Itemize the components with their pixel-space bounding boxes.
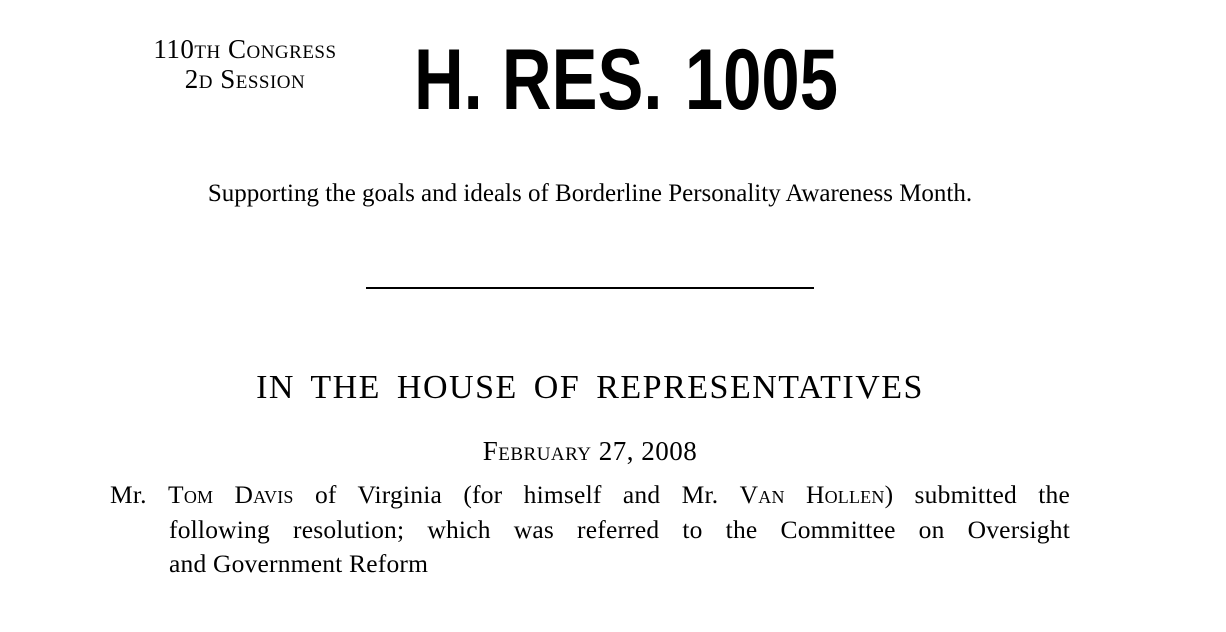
congress-number: 110th Congress bbox=[153, 34, 337, 64]
resolution-title: Supporting the goals and ideals of Borderline Personality Awareness Month. bbox=[207, 180, 973, 207]
bill-prefix: H. RES. bbox=[414, 32, 663, 128]
title-divider bbox=[366, 287, 814, 289]
cosponsor-name: Van Hollen bbox=[739, 480, 885, 509]
sponsor-name: Tom Davis bbox=[168, 480, 294, 509]
bill-number: 1005 bbox=[684, 32, 838, 128]
action-statement bbox=[110, 478, 1070, 582]
congress-session-block bbox=[104, 34, 386, 94]
bill-designation bbox=[414, 30, 838, 130]
action-line-1-tail: ) submitted the bbox=[884, 480, 1071, 509]
sponsor-detail: of Virginia (for himself and Mr. bbox=[314, 480, 719, 509]
chamber-heading: IN THE HOUSE OF REPRESENTATIVES bbox=[256, 369, 924, 406]
action-date: February 27, 2008 bbox=[482, 436, 698, 466]
sponsor-prefix: Mr. bbox=[110, 480, 147, 509]
session-label: 2d Session bbox=[184, 64, 306, 94]
action-line-3: and Government Reform bbox=[169, 549, 429, 578]
action-line-1 bbox=[110, 478, 1070, 513]
action-line-2: following resolution; which was referred to the Committee on Oversight bbox=[169, 514, 1070, 544]
